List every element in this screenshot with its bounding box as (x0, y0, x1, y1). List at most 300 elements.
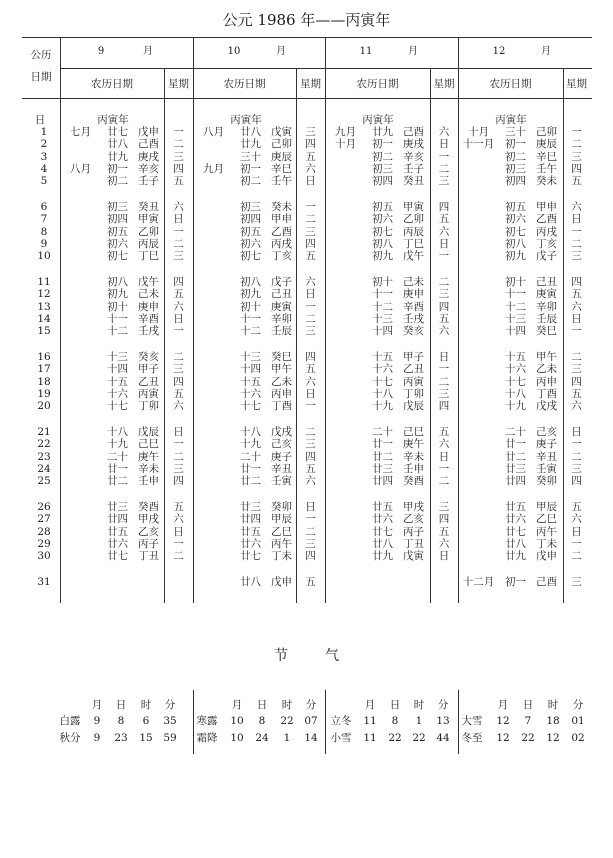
ganzhi-day: 己丑 (271, 288, 292, 301)
lunar-day: 十一 (240, 312, 261, 325)
lunar-day: 初八 (505, 237, 526, 250)
weekday: 二 (173, 550, 184, 562)
weekday: 四 (305, 450, 316, 463)
ganzhi-day: 己酉 (138, 138, 159, 151)
lunar-day: 十七 (107, 400, 128, 412)
gregorian-day: 25 (37, 475, 51, 487)
weekday: 六 (571, 300, 582, 313)
gregorian-day: 29 (37, 537, 51, 550)
lunar-day: 十二 (372, 300, 393, 313)
weekday: 三 (571, 150, 582, 163)
weekday: 四 (438, 513, 450, 526)
month-number: 10 (227, 46, 241, 57)
ganzhi-day: 乙亥 (403, 513, 424, 526)
column-divider (458, 37, 459, 603)
weekday: 六 (305, 276, 316, 288)
gregorian-day: 4 (40, 162, 48, 175)
ganzhi-day: 庚子 (271, 450, 292, 463)
lunar-day: 廿四 (505, 475, 526, 487)
ganzhi-day: 戊辰 (138, 426, 159, 438)
weekday: 五 (173, 501, 184, 513)
ganzhi-day: 庚申 (138, 300, 159, 313)
lunar-day: 二十 (240, 450, 261, 463)
lunar-year-label: 丙寅年 (230, 114, 262, 126)
solar-term-column-header: 分 (437, 699, 449, 711)
solar-term-hour: 22 (280, 715, 294, 727)
lunar-day: 十八 (240, 426, 261, 438)
ganzhi-day: 壬午 (271, 175, 292, 187)
lunar-day: 廿七 (372, 525, 393, 538)
gregorian-day: 27 (37, 513, 51, 526)
solar-term-column-header: 月 (497, 699, 509, 711)
ganzhi-day: 甲戌 (403, 501, 424, 513)
weekday: 四 (305, 351, 316, 363)
weekday: 六 (173, 300, 184, 313)
gregorian-day: 18 (37, 375, 51, 388)
ganzhi-day: 庚午 (403, 438, 424, 451)
ganzhi-day: 癸巳 (536, 325, 557, 337)
solar-term-name: 霜降 (196, 732, 218, 744)
weekday: 六 (571, 400, 582, 412)
ganzhi-day: 丙午 (271, 537, 292, 550)
weekday: 二 (305, 213, 316, 226)
ganzhi-day: 壬子 (403, 162, 424, 175)
lunar-day: 初七 (240, 250, 261, 262)
ganzhi-day: 壬戌 (138, 325, 159, 337)
weekday: 一 (438, 363, 450, 376)
lunar-month-label: 七月 (70, 126, 91, 138)
ganzhi-day: 乙巳 (271, 525, 292, 538)
ganzhi-day: 乙酉 (536, 213, 557, 226)
ganzhi-day: 戊寅 (403, 550, 424, 562)
weekday: 二 (571, 237, 582, 250)
ganzhi-day: 辛酉 (138, 312, 159, 325)
ganzhi-day: 己未 (138, 288, 159, 301)
lunar-day: 初九 (107, 288, 128, 301)
ganzhi-day: 丁酉 (271, 400, 292, 412)
ganzhi-day: 戊申 (138, 126, 159, 138)
ganzhi-day: 戊申 (271, 576, 292, 588)
lunar-day: 廿九 (240, 138, 261, 151)
weekday: 四 (305, 237, 316, 250)
table-top-rule (22, 37, 592, 38)
ganzhi-day: 壬寅 (271, 475, 292, 487)
weekday-header: 星期 (300, 78, 321, 90)
lunar-day: 廿一 (505, 438, 526, 451)
lunar-month-label: 八月 (203, 126, 224, 138)
lunar-day: 十三 (505, 312, 526, 325)
lunar-date-header: 农历日期 (223, 78, 266, 90)
weekday: 日 (571, 426, 582, 438)
ganzhi-day: 丁卯 (138, 400, 159, 412)
ganzhi-day: 壬午 (536, 162, 557, 175)
lunar-day: 初七 (505, 225, 526, 238)
weekday: 一 (173, 537, 184, 550)
gregorian-day: 21 (37, 426, 51, 438)
weekday: 一 (305, 400, 316, 412)
month-unit: 月 (408, 46, 418, 57)
lunar-day: 廿二 (372, 450, 393, 463)
gregorian-day: 22 (37, 438, 51, 451)
ganzhi-day: 辛酉 (403, 300, 424, 313)
lunar-day: 十五 (505, 351, 526, 363)
solar-term-name: 小雪 (330, 732, 352, 744)
day-row-label: 日 (34, 114, 46, 126)
solar-term-day: 8 (391, 715, 399, 727)
ganzhi-day: 丙寅 (403, 375, 424, 388)
lunar-day: 初二 (505, 150, 526, 163)
lunar-day: 十四 (372, 325, 393, 337)
weekday: 五 (438, 426, 450, 438)
ganzhi-day: 辛丑 (271, 462, 292, 475)
solar-term-name: 白露 (59, 715, 81, 727)
solar-term-minute: 02 (571, 732, 585, 744)
solar-term-hour: 1 (415, 715, 423, 727)
lunar-day: 初六 (505, 213, 526, 226)
lunar-day: 初三 (107, 201, 128, 213)
weekday: 日 (173, 426, 184, 438)
ganzhi-day: 乙卯 (138, 225, 159, 238)
ganzhi-day: 己卯 (271, 138, 292, 151)
weekday: 二 (173, 450, 184, 463)
lunar-day: 初二 (372, 150, 393, 163)
ganzhi-day: 甲子 (403, 351, 424, 363)
weekday: 二 (571, 450, 582, 463)
gregorian-day: 26 (37, 501, 51, 513)
lunar-day: 初一 (505, 576, 526, 588)
ganzhi-day: 丙申 (536, 375, 557, 388)
solar-term-hour: 6 (142, 715, 150, 727)
weekday: 一 (305, 300, 316, 313)
lunar-day: 十七 (240, 400, 261, 412)
gregorian-header-top: 公历 (30, 49, 52, 61)
lunar-day: 十三 (107, 351, 128, 363)
lunar-day: 初三 (505, 162, 526, 175)
lunar-day: 十九 (372, 400, 393, 412)
ganzhi-day: 乙卯 (403, 213, 424, 226)
lunar-day: 十一 (505, 288, 526, 301)
ganzhi-day: 丙辰 (138, 237, 159, 250)
solar-term-name: 秋分 (59, 732, 81, 744)
weekday: 六 (173, 201, 184, 213)
solar-term-name: 立冬 (330, 715, 352, 727)
lunar-year-label: 丙寅年 (362, 114, 394, 126)
solar-term-minute: 44 (436, 732, 450, 744)
lunar-day: 初九 (372, 250, 393, 262)
lunar-day: 初四 (240, 213, 261, 226)
ganzhi-day: 己亥 (271, 438, 292, 451)
weekday: 四 (571, 475, 582, 487)
weekday: 五 (438, 213, 450, 226)
weekday: 三 (438, 175, 450, 187)
ganzhi-day: 丁巳 (403, 237, 424, 250)
weekday: 一 (571, 325, 582, 337)
ganzhi-day: 戊申 (536, 550, 557, 562)
lunar-date-header: 农历日期 (91, 78, 133, 90)
ganzhi-day: 丁巳 (138, 250, 159, 262)
weekday: 一 (571, 126, 582, 138)
ganzhi-day: 乙未 (271, 375, 292, 388)
weekday: 六 (438, 325, 450, 337)
solar-term-column-header: 月 (364, 699, 376, 711)
weekday: 日 (305, 288, 316, 301)
solar-term-column-header: 日 (256, 699, 268, 711)
weekday-column-divider (164, 68, 165, 603)
ganzhi-day: 乙丑 (403, 363, 424, 376)
ganzhi-day: 甲辰 (271, 513, 292, 526)
lunar-day: 十四 (107, 363, 128, 376)
lunar-day: 廿八 (372, 537, 393, 550)
solar-term-hour: 12 (546, 732, 560, 744)
weekday: 日 (305, 387, 316, 400)
ganzhi-day: 癸亥 (138, 351, 159, 363)
lunar-day: 初四 (107, 213, 128, 226)
lunar-day: 初九 (240, 288, 261, 301)
lunar-day: 十六 (505, 363, 526, 376)
weekday: 五 (571, 501, 582, 513)
weekday: 五 (173, 175, 184, 187)
ganzhi-day: 壬戌 (403, 312, 424, 325)
weekday: 四 (173, 276, 184, 288)
weekday: 五 (305, 363, 316, 376)
ganzhi-day: 己巳 (138, 438, 159, 451)
lunar-day: 初三 (240, 201, 261, 213)
lunar-day: 廿七 (505, 525, 526, 538)
lunar-day: 廿二 (107, 475, 128, 487)
weekday: 一 (438, 250, 450, 262)
lunar-day: 初三 (372, 162, 393, 175)
gregorian-day: 3 (40, 150, 48, 163)
solar-term-day: 8 (258, 715, 266, 727)
weekday: 日 (438, 351, 450, 363)
weekday: 四 (173, 162, 184, 175)
solar-term-hour: 18 (546, 715, 560, 727)
ganzhi-day: 己酉 (403, 126, 424, 138)
month-unit: 月 (276, 46, 286, 57)
weekday: 六 (438, 438, 450, 451)
weekday: 日 (173, 525, 184, 538)
lunar-date-header: 农历日期 (489, 78, 532, 90)
gregorian-day: 6 (40, 201, 48, 213)
lunar-day: 初七 (372, 225, 393, 238)
lunar-day: 廿六 (505, 513, 526, 526)
lunar-day: 廿四 (107, 513, 128, 526)
weekday: 一 (571, 438, 582, 451)
solar-term-column-header: 分 (164, 699, 176, 711)
page-title: 公元 1986 年——丙寅年 (222, 11, 391, 29)
lunar-day: 廿七 (240, 550, 261, 562)
lunar-day: 初七 (107, 250, 128, 262)
weekday: 日 (571, 525, 582, 538)
ganzhi-day: 甲戌 (138, 513, 159, 526)
ganzhi-day: 丁丑 (403, 537, 424, 550)
weekday: 日 (438, 550, 450, 562)
ganzhi-day: 癸卯 (536, 475, 557, 487)
month-unit: 月 (143, 46, 153, 57)
ganzhi-day: 丙午 (536, 525, 557, 538)
lunar-day: 廿五 (240, 525, 261, 538)
solar-term-month: 12 (496, 715, 510, 727)
ganzhi-day: 癸未 (271, 201, 292, 213)
lunar-day: 初一 (372, 138, 393, 151)
gregorian-day: 23 (37, 450, 51, 463)
solar-term-minute: 01 (571, 715, 585, 727)
gregorian-day: 5 (40, 175, 48, 187)
gregorian-day: 24 (37, 462, 51, 475)
weekday: 一 (173, 225, 184, 238)
lunar-day: 初四 (372, 175, 393, 187)
solar-term-column-header: 月 (231, 699, 243, 711)
solar-term-day: 22 (521, 732, 535, 744)
solar-term-column-header: 时 (547, 699, 559, 711)
ganzhi-day: 庚戌 (403, 138, 424, 151)
solar-term-month: 11 (363, 732, 377, 744)
lunar-day: 初五 (240, 225, 261, 238)
lunar-day: 廿七 (107, 126, 128, 138)
lunar-day: 廿六 (372, 513, 393, 526)
ganzhi-day: 庚辰 (536, 138, 557, 151)
weekday-column-divider (563, 68, 564, 603)
lunar-day: 廿三 (107, 501, 128, 513)
lunar-day: 十一 (372, 288, 393, 301)
weekday: 五 (571, 175, 582, 187)
lunar-day: 十六 (107, 387, 128, 400)
ganzhi-day: 癸酉 (138, 501, 159, 513)
ganzhi-day: 癸巳 (271, 351, 292, 363)
solar-term-minute: 59 (163, 732, 177, 744)
lunar-day: 廿五 (505, 501, 526, 513)
weekday: 五 (305, 576, 316, 588)
ganzhi-day: 庚辰 (271, 150, 292, 163)
gregorian-day: 8 (40, 225, 48, 238)
solar-term-column-header: 月 (91, 699, 103, 711)
lunar-day: 十二 (240, 325, 261, 337)
weekday-header: 星期 (566, 78, 587, 90)
solar-term-day: 23 (114, 732, 128, 744)
lunar-day: 廿五 (372, 501, 393, 513)
lunar-day: 廿六 (107, 537, 128, 550)
weekday: 三 (305, 325, 316, 337)
ganzhi-day: 甲子 (138, 363, 159, 376)
solar-term-month: 9 (93, 732, 101, 744)
lunar-day: 廿九 (505, 550, 526, 562)
weekday: 日 (438, 138, 450, 151)
ganzhi-day: 壬申 (403, 462, 424, 475)
lunar-day: 十九 (240, 438, 261, 451)
ganzhi-day: 丙子 (403, 525, 424, 538)
gregorian-day: 2 (40, 138, 48, 151)
ganzhi-day: 辛未 (138, 462, 159, 475)
ganzhi-day: 庚戌 (138, 150, 159, 163)
weekday: 二 (173, 351, 184, 363)
column-divider (60, 37, 61, 603)
weekday: 二 (571, 138, 582, 151)
lunar-day: 初十 (107, 300, 128, 313)
weekday: 一 (438, 462, 450, 475)
weekday: 五 (173, 387, 184, 400)
lunar-day: 十八 (372, 387, 393, 400)
weekday: 一 (438, 150, 450, 163)
weekday: 三 (305, 225, 316, 238)
ganzhi-day: 甲辰 (536, 501, 557, 513)
weekday: 六 (305, 375, 316, 388)
weekday: 五 (305, 462, 316, 475)
gregorian-day: 13 (37, 300, 51, 313)
gregorian-day: 19 (37, 387, 51, 400)
weekday: 日 (173, 213, 184, 226)
weekday-column-divider (430, 68, 431, 603)
solar-term-column-header: 日 (522, 699, 534, 711)
ganzhi-day: 戊辰 (403, 400, 424, 412)
gregorian-day: 12 (37, 288, 51, 301)
weekday: 四 (571, 162, 582, 175)
lunar-day: 廿二 (505, 450, 526, 463)
ganzhi-day: 甲寅 (403, 201, 424, 213)
ganzhi-day: 丙戌 (271, 237, 292, 250)
weekday: 日 (173, 312, 184, 325)
lunar-day: 十七 (372, 375, 393, 388)
lunar-day: 廿九 (372, 126, 393, 138)
weekday: 五 (571, 288, 582, 301)
weekday: 二 (438, 162, 450, 175)
ganzhi-day: 癸亥 (403, 325, 424, 337)
ganzhi-day: 丁酉 (536, 387, 557, 400)
lunar-day: 初十 (505, 276, 526, 288)
weekday: 四 (438, 400, 450, 412)
ganzhi-day: 乙酉 (271, 225, 292, 238)
solar-term-minute: 13 (436, 715, 450, 727)
solar-term-month: 11 (363, 715, 377, 727)
ganzhi-day: 戊戌 (536, 400, 557, 412)
lunar-day: 十二 (505, 300, 526, 313)
lunar-day: 初八 (372, 237, 393, 250)
ganzhi-day: 甲午 (271, 363, 292, 376)
lunar-day: 三十 (505, 126, 526, 138)
lunar-day: 初一 (240, 162, 261, 175)
ganzhi-day: 戊午 (403, 250, 424, 262)
weekday: 六 (571, 201, 582, 213)
gregorian-day: 17 (37, 363, 51, 376)
weekday: 四 (173, 375, 184, 388)
lunar-day: 廿八 (107, 138, 128, 151)
lunar-day: 二十 (372, 426, 393, 438)
ganzhi-day: 壬子 (138, 175, 159, 187)
solar-term-column-header: 分 (572, 699, 584, 711)
lunar-day: 初二 (107, 175, 128, 187)
ganzhi-day: 癸酉 (403, 475, 424, 487)
ganzhi-day: 丙戌 (536, 225, 557, 238)
weekday: 一 (173, 438, 184, 451)
lunar-day: 廿二 (240, 475, 261, 487)
solar-term-column-header: 时 (413, 699, 425, 711)
weekday: 日 (438, 450, 450, 463)
weekday: 六 (305, 162, 316, 175)
header-bottom-rule (22, 98, 592, 99)
weekday: 四 (305, 138, 316, 151)
gregorian-day: 7 (40, 213, 48, 226)
weekday: 日 (305, 501, 316, 513)
solar-term-hour: 1 (283, 732, 291, 744)
lunar-date-header: 农历日期 (356, 78, 399, 90)
lunar-day: 十五 (107, 375, 128, 388)
weekday: 三 (173, 462, 184, 475)
ganzhi-day: 壬寅 (536, 462, 557, 475)
lunar-day: 十五 (372, 351, 393, 363)
ganzhi-day: 戊子 (271, 276, 292, 288)
lunar-day: 廿三 (372, 462, 393, 475)
weekday: 四 (173, 475, 184, 487)
lunar-year-label: 丙寅年 (97, 114, 129, 126)
